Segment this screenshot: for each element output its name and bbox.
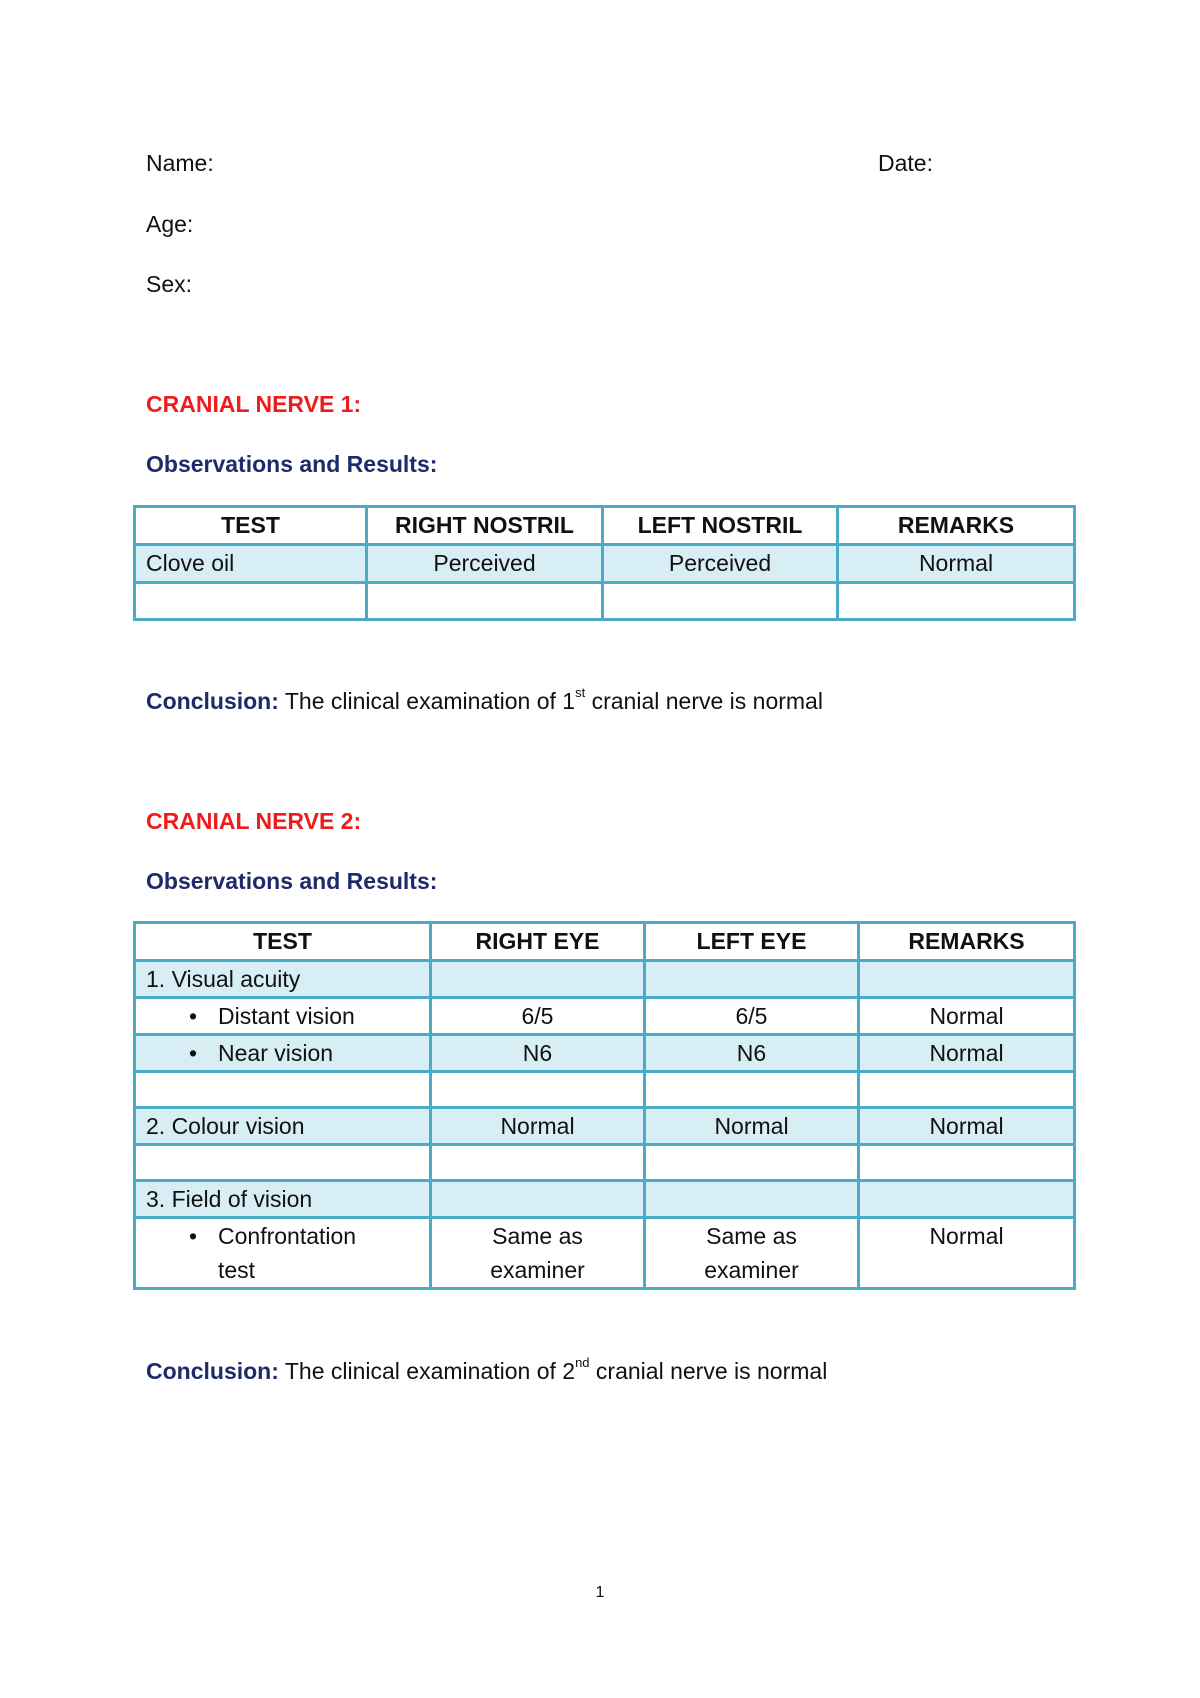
cn2-cell-right — [431, 1145, 645, 1181]
cn2-conclusion-text-end: cranial nerve is normal — [589, 1358, 828, 1384]
cn2-cell-left — [645, 1218, 859, 1289]
cn2-header-left: LEFT EYE — [645, 923, 859, 961]
cn1-subtitle: Observations and Results: — [146, 451, 438, 477]
table-row — [135, 1145, 1075, 1181]
cn2-cell-left — [645, 1181, 859, 1218]
table-row — [135, 1108, 1075, 1145]
cn2-cell-remarks: Normal — [859, 1035, 1075, 1072]
cn2-cell-remarks — [859, 1072, 1075, 1108]
cn2-cell-left — [645, 961, 859, 998]
cn1-cell-left: Perceived — [603, 545, 838, 583]
cn2-cell-remarks: Normal — [859, 998, 1075, 1035]
table-row — [135, 1181, 1075, 1218]
cn2-title: CRANIAL NERVE 2: — [146, 808, 362, 834]
cn2-cell-test-text: Confrontation test — [218, 1223, 357, 1283]
cn2-cell-test — [135, 1145, 431, 1181]
cn1-conclusion-text: The clinical examination of 1 — [278, 688, 576, 714]
table-row — [135, 1072, 1075, 1108]
table-row — [135, 583, 1075, 620]
bullet-icon: • — [188, 1223, 198, 1249]
cn2-cell-remarks — [859, 961, 1075, 998]
cn2-cell-right: 6/5 — [431, 998, 645, 1035]
table-row — [135, 1035, 1075, 1072]
cn2-cell-left — [645, 1072, 859, 1108]
cn2-cell-left: 6/5 — [645, 998, 859, 1035]
bullet-icon: • — [188, 1039, 198, 1066]
cn1-cell-remarks: Normal — [838, 545, 1075, 583]
cn2-cell-left: N6 — [645, 1035, 859, 1072]
cn2-cell-remarks: Normal — [859, 1218, 1075, 1289]
cn2-table — [133, 921, 1076, 1290]
bullet-icon: • — [188, 1002, 198, 1029]
table-row — [135, 961, 1075, 998]
cn1-header-row — [135, 507, 1075, 545]
cn1-conclusion — [146, 685, 823, 715]
name-label: Name: — [146, 150, 214, 176]
cn1-cell-test — [135, 583, 367, 620]
cn2-cell-test — [135, 998, 431, 1035]
cn2-cell-left-text: Same as examiner — [704, 1223, 799, 1283]
cn2-cell-right — [431, 1218, 645, 1289]
cn2-cell-right: Normal — [431, 1108, 645, 1145]
cn2-cell-right — [431, 961, 645, 998]
cn2-header-remarks: REMARKS — [859, 923, 1075, 961]
date-label: Date: — [878, 150, 933, 176]
cn2-cell-left — [645, 1145, 859, 1181]
cn2-conclusion — [146, 1355, 828, 1385]
cn1-header-left: LEFT NOSTRIL — [603, 507, 838, 545]
table-row — [135, 545, 1075, 583]
cn2-cell-test — [135, 1072, 431, 1108]
cn2-cell-test: 1. Visual acuity — [135, 961, 431, 998]
cn2-cell-right-text: Same as examiner — [490, 1223, 585, 1283]
cn1-cell-left — [603, 583, 838, 620]
cn1-conclusion-text-end: cranial nerve is normal — [585, 688, 823, 714]
cn2-cell-right — [431, 1072, 645, 1108]
cn2-conclusion-label: Conclusion: — [146, 1358, 279, 1384]
cn1-title: CRANIAL NERVE 1: — [146, 391, 362, 417]
cn2-cell-test — [135, 1218, 431, 1289]
cn2-header-test: TEST — [135, 923, 431, 961]
cn2-cell-remarks — [859, 1181, 1075, 1218]
sex-label: Sex: — [146, 271, 193, 297]
cn1-cell-right — [367, 583, 603, 620]
cn2-subtitle: Observations and Results: — [146, 868, 438, 894]
cn2-cell-test — [135, 1035, 431, 1072]
cn2-header-row — [135, 923, 1075, 961]
cn2-header-right: RIGHT EYE — [431, 923, 645, 961]
cn2-cell-test-text: Near vision — [218, 1039, 334, 1066]
cn2-cell-test-text: Distant vision — [218, 1002, 355, 1029]
cn2-cell-remarks — [859, 1145, 1075, 1181]
cn1-conclusion-sup: st — [575, 685, 586, 701]
table-row — [135, 998, 1075, 1035]
cn2-cell-test: 3. Field of vision — [135, 1181, 431, 1218]
cn1-header-test: TEST — [135, 507, 367, 545]
cn1-table — [133, 505, 1076, 621]
cn2-conclusion-text: The clinical examination of 2 — [278, 1358, 576, 1384]
cn2-conclusion-sup: nd — [575, 1355, 590, 1371]
table-row — [135, 1218, 1075, 1289]
cn1-header-remarks: REMARKS — [838, 507, 1075, 545]
cn1-cell-remarks — [838, 583, 1075, 620]
cn1-header-right: RIGHT NOSTRIL — [367, 507, 603, 545]
cn2-cell-test: 2. Colour vision — [135, 1108, 431, 1145]
cn2-cell-remarks: Normal — [859, 1108, 1075, 1145]
cn2-cell-left: Normal — [645, 1108, 859, 1145]
cn1-cell-test: Clove oil — [135, 545, 367, 583]
cn1-cell-right: Perceived — [367, 545, 603, 583]
page-number: 1 — [595, 1584, 605, 1601]
cn2-cell-right: N6 — [431, 1035, 645, 1072]
cn2-cell-right — [431, 1181, 645, 1218]
age-label: Age: — [146, 211, 194, 237]
cn1-conclusion-label: Conclusion: — [146, 688, 279, 714]
